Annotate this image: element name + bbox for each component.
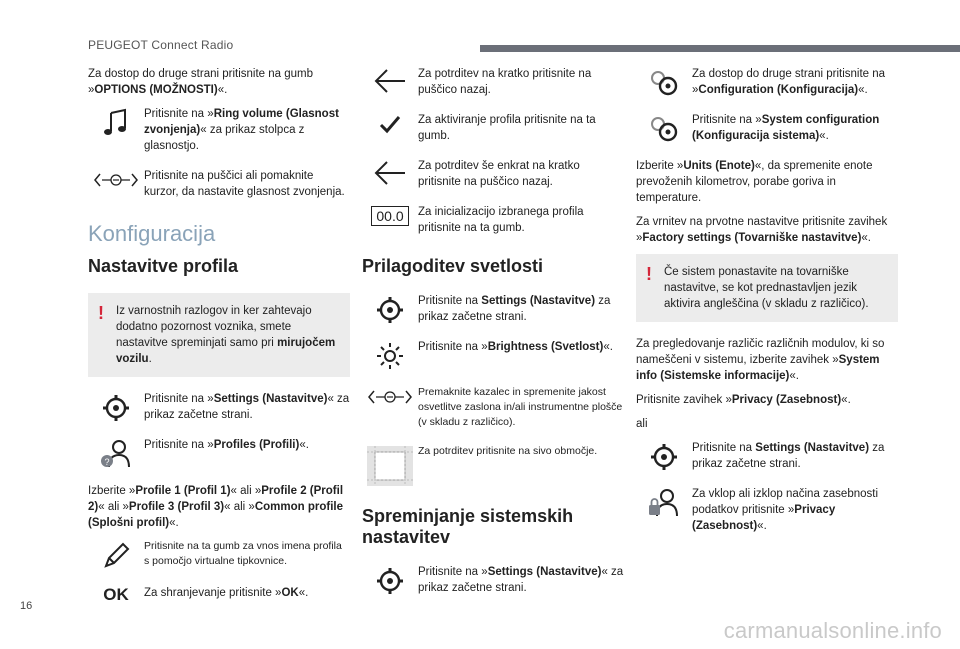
gear-icon <box>362 293 418 325</box>
music-note-icon <box>88 106 144 138</box>
checkmark-icon <box>362 112 418 144</box>
back-arrow-icon <box>362 66 418 98</box>
check-text: Za aktiviranje profila pritisnite na ta gumb. <box>418 114 596 142</box>
reset-text: Za inicializacijo izbranega profila pritisnite na ta gumb. <box>418 206 584 234</box>
gear-icon <box>636 440 692 472</box>
settings-row <box>88 391 350 423</box>
profiles-heading: Nastavitve profila <box>88 256 239 276</box>
pencil-row <box>88 539 350 571</box>
back-text-2: Za potrditev še enkrat na kratko pritisnite na puščico nazaj. <box>418 160 580 188</box>
watermark: carmanualsonline.info <box>723 618 942 643</box>
svg-text:?: ? <box>104 457 110 467</box>
select-profile-paragraph: Izberite »Profile 1 (Profil 1)« ali »Profile 2 (Profil 2)« ali »Profile 3 (Profil 3)« ali »Common profile (Splošni profil)«. <box>88 485 344 529</box>
settings-text-2: Pritisnite na Settings (Nastavitve) za prikaz začetne strani. <box>418 295 611 323</box>
ring-volume-text: Pritisnite na »Ring volume (Glasnost zvonjenja)« za prikaz stolpca z glasnostjo. <box>144 108 339 152</box>
lock-row <box>636 486 898 534</box>
column-3 <box>636 66 898 548</box>
settings-text-4: Pritisnite na Settings (Nastavitve) za prikaz začetne strani. <box>692 442 885 470</box>
brightness-text: Pritisnite na »Brightness (Svetlost)«. <box>418 341 613 353</box>
privacy-lock-icon <box>636 486 692 518</box>
units-paragraph: Izberite »Units (Enote)«, da spremenite enote prevoženih kilometrov, porabe goriva in temperature. <box>636 160 873 204</box>
header-bar <box>480 45 960 52</box>
settings-text-3: Pritisnite na »Settings (Nastavitve)« za prikaz začetne strani. <box>418 566 624 594</box>
settings-text: Pritisnite na »Settings (Nastavitve)« za prikaz začetne strani. <box>144 393 350 421</box>
column-2 <box>362 66 624 610</box>
pencil-icon <box>88 539 144 571</box>
reset-counter-icon: 00.0 <box>362 204 418 236</box>
settings-row-4 <box>636 440 898 472</box>
privacy-paragraph: Pritisnite zavihek »Privacy (Zasebnost)«. <box>636 394 851 406</box>
grey-area-icon <box>362 444 418 486</box>
warning-icon: ! <box>646 264 652 284</box>
profiles-row <box>88 437 350 469</box>
brightness-row <box>362 339 624 371</box>
system-info-paragraph: Za pregledovanje različic različnih modulov, ki so nameščeni v sistemu, izberite zavihek »System info (Sistemske informacije)«. <box>636 338 885 382</box>
page-number: 16 <box>20 600 33 612</box>
slider-row <box>362 385 624 430</box>
configuration-row <box>636 66 898 98</box>
intro-paragraph: Za dostop do druge strani pritisnite na gumb »OPTIONS (MOŽNOSTI)«. <box>88 68 314 96</box>
settings-row-2 <box>362 293 624 325</box>
warning-icon: ! <box>98 303 104 323</box>
pencil-text: Pritisnite na ta gumb za vnos imena profila s pomočjo virtualne tipkovnice. <box>144 540 342 567</box>
language-note: ! Če sistem ponastavite na tovarniške nastavitve, se kot prednastavljen jezik aktivira angleščina (v skladu z različico). <box>636 254 898 322</box>
grey-area-row <box>362 444 624 486</box>
system-config-row <box>636 112 898 144</box>
profiles-text: Pritisnite na »Profiles (Profili)«. <box>144 439 309 451</box>
safety-note: ! Iz varnostnih razlogov in ker zahtevajo dodatno pozornost voznika, smete nastavitve spreminjati samo pri mirujočem vozilu. <box>88 293 350 377</box>
double-gear-icon <box>636 66 692 98</box>
configuration-text: Za dostop do druge strani pritisnite na »Configuration (Konfiguracija)«. <box>692 68 886 96</box>
running-header: PEUGEOT Connect Radio <box>88 38 234 52</box>
ring-arrows-text: Pritisnite na puščici ali pomaknite kurzor, da nastavite glasnost zvonjenja. <box>144 170 345 198</box>
grey-area-text: Za potrditev pritisnite na sivo območje. <box>418 445 598 457</box>
back-text-1: Za potrditev na kratko pritisnite na puščico nazaj. <box>418 68 592 96</box>
column-1 <box>88 66 350 631</box>
ok-text: Za shranjevanje pritisnite »OK«. <box>144 587 309 599</box>
double-gear-icon <box>636 112 692 144</box>
section-title: Konfiguracija <box>88 221 216 246</box>
slider-arrows-icon <box>88 168 144 200</box>
factory-paragraph: Za vrnitev na prvotne nastavitve pritisnite zavihek »Factory settings (Tovarniške nastavitve)«. <box>636 216 888 244</box>
or-label: ali <box>636 418 648 430</box>
slider-text: Premaknite kazalec in spremenite jakost osvetlitve zaslona in/ali instrumentne plošče (v skladu z različico). <box>418 386 623 428</box>
check-row <box>362 112 624 144</box>
settings-row-3 <box>362 564 624 596</box>
reset-row <box>362 204 624 236</box>
ok-row <box>88 585 350 617</box>
brightness-heading: Prilagoditev svetlosti <box>362 256 544 276</box>
slider-arrows-icon <box>362 385 418 417</box>
system-config-text: Pritisnite na »System configuration (Konfiguracija sistema)«. <box>692 114 880 142</box>
profile-icon <box>88 437 144 469</box>
back-arrow-icon <box>362 158 418 190</box>
gear-icon <box>362 564 418 596</box>
system-heading: Spreminjanje sistemskih nastavitev <box>362 506 574 547</box>
lock-text: Za vklop ali izklop načina zasebnosti podatkov pritisnite »Privacy (Zasebnost)«. <box>692 488 879 532</box>
back-row-2 <box>362 158 624 190</box>
ring-volume-row <box>88 106 350 154</box>
gear-icon <box>88 391 144 423</box>
ring-arrows-row <box>88 168 350 200</box>
ok-icon: OK <box>103 585 129 604</box>
brightness-icon <box>362 339 418 371</box>
back-row-1 <box>362 66 624 98</box>
